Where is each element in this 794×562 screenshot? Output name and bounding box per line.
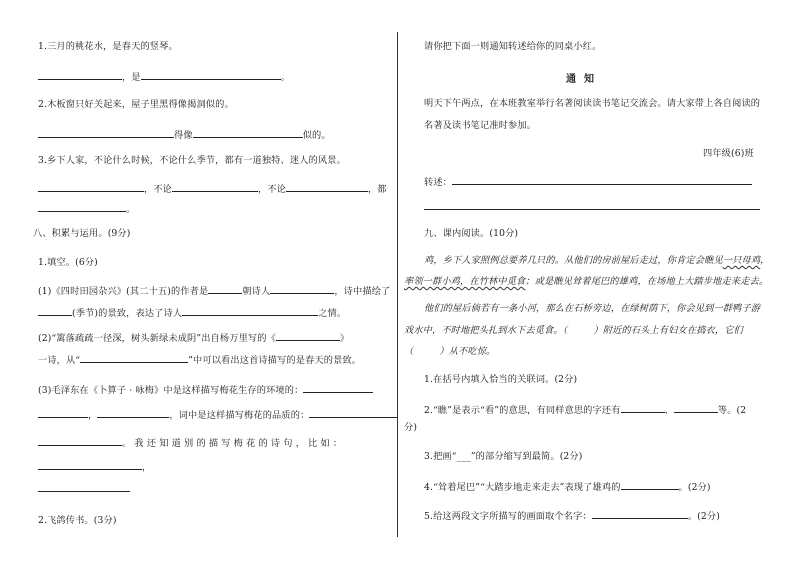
question-9-4: 4.“耸着尾巴”“大踏步地走来走去”表现了雄鸡的 。(2分)	[424, 482, 711, 493]
answer-blank[interactable]	[309, 408, 397, 418]
answer-blank[interactable]	[270, 284, 334, 294]
question-3-text: 3.乡下人家，不论什么时候，不论什么季节，都有一道独特、迷人的风景。	[38, 155, 346, 166]
question-3-fill-line-2: 。	[38, 202, 135, 216]
fill-1c-line-1: (3)毛泽东在《卜算子 · 咏梅》中是这样描写梅花生存的环境的：	[38, 383, 373, 397]
fill-1c-line-2: ， ，词中是这样描写梅花的品质的：	[38, 408, 397, 422]
answer-blank[interactable]	[621, 480, 679, 490]
question-2-text: 2.木板窗只好关起来，屋子里黑得像揭洞似的。	[38, 99, 234, 110]
answer-blank[interactable]	[38, 460, 142, 470]
section-9-heading: 九、课内阅读。(10分)	[424, 228, 519, 239]
answer-blank[interactable]	[38, 436, 122, 446]
passage-1-line-1: 鸡，乡下人家照例总要养几只的。从他们的房前屋后走过，你肯定会瞧见一只母鸡，	[424, 255, 770, 266]
section-8-heading: 八、积累与运用。(9分)	[33, 228, 131, 239]
notice-line-1: 明天下午两点，在本班教室举行名著阅读读书笔记交流会。请大家带上各自阅读的	[424, 98, 761, 109]
answer-blank[interactable]	[286, 182, 368, 192]
column-divider	[397, 32, 398, 537]
passage-1-line-2: 率领一群小鸡，在竹林中觅食；或是瞧见耸着尾巴的雄鸡，在场地上大踏步地走来走去。	[404, 276, 769, 287]
question-9-2-cont: 分)	[404, 422, 418, 433]
answer-blank[interactable]	[182, 306, 318, 316]
answer-blank[interactable]	[38, 306, 72, 316]
answer-blank[interactable]	[592, 509, 688, 519]
fill-1b-line-1: (2)“篱落疏疏一径深，树头新绿未成阴”出自杨万里写的《 》	[38, 333, 350, 344]
passage-2-line-3: （ ）从不吃惊。	[404, 346, 496, 357]
answer-blank[interactable]	[38, 202, 126, 212]
section-8-item-1: 1.填空。(6分)	[38, 257, 98, 268]
answer-blank[interactable]	[674, 403, 718, 413]
question-1-text: 1.三月的桃花水，是春天的竖琴。	[38, 41, 178, 52]
answer-blank[interactable]	[276, 331, 340, 341]
question-9-2: 2.“瞧”是表示“看”的意思，有同样意思的字还有 、 等。(2	[424, 405, 747, 416]
section-8-item-2: 2.飞鸽传书。(3分)	[38, 515, 117, 526]
answer-blank[interactable]	[208, 284, 242, 294]
fill-1a-line-2: (季节)的景致，表达了诗人 之情。	[38, 306, 346, 320]
answer-blank[interactable]	[38, 70, 122, 80]
answer-blank[interactable]	[193, 128, 303, 138]
passage-2-line-2: 戏水中，不时地把头扎到水下去觅食。（ ）附近的石头上有妇女在捣衣，它们	[404, 325, 743, 336]
fill-1c-line-4: ，	[38, 460, 151, 474]
question-9-3: 3.把画“___”的部分缩写到最简。(2分)	[424, 451, 583, 462]
answer-blank[interactable]	[621, 403, 665, 413]
fill-1a-line-1: (1)《四时田园杂兴》(其二十五)的作者是 朝诗人 ，诗中描绘了	[38, 286, 391, 297]
answer-blank[interactable]	[38, 128, 174, 138]
fill-1b-line-2: 一诗，从“ ”中可以看出这首诗描写的是春天的景致。	[38, 355, 362, 366]
answer-blank[interactable]	[38, 491, 130, 492]
notice-line-2: 名著及读书笔记准时参加。	[424, 120, 537, 131]
answer-blank[interactable]	[303, 383, 373, 393]
question-3-fill-line: ，不论 ，不论 ，都	[38, 182, 387, 196]
answer-blank[interactable]	[38, 182, 144, 192]
question-9-1: 1.在括号内填入恰当的关联词。(2分)	[424, 374, 578, 385]
answer-blank[interactable]	[80, 353, 188, 363]
answer-blank[interactable]	[172, 182, 258, 192]
question-1-fill-line: ，是 。	[38, 70, 290, 84]
answer-blank[interactable]	[141, 70, 281, 80]
fill-1c-line-3: 。 我 还 知 道 别 的 描 写 梅 花 的 诗 句 ， 比 如 ：	[38, 436, 342, 450]
answer-blank[interactable]	[97, 408, 169, 418]
relay-line: 转述：	[424, 175, 752, 189]
answer-blank[interactable]	[38, 408, 88, 418]
notice-intro: 请你把下面一则通知转述给你的同桌小红。	[424, 41, 602, 52]
notice-title: 通知	[566, 74, 602, 85]
relay-answer-blank-2[interactable]	[424, 209, 760, 210]
question-9-5: 5.给这两段文字所描写的画面取个名字： 。(2分)	[424, 511, 720, 522]
passage-2-line-1: 他们的屋后倘若有一条小河，那么在石桥旁边，在绿树荫下，你会见到一群鸭子游	[424, 303, 761, 314]
relay-answer-blank[interactable]	[452, 175, 752, 185]
question-2-fill-line: 得像 似的。	[38, 128, 331, 142]
notice-signature: 四年级(6)班	[703, 148, 754, 159]
